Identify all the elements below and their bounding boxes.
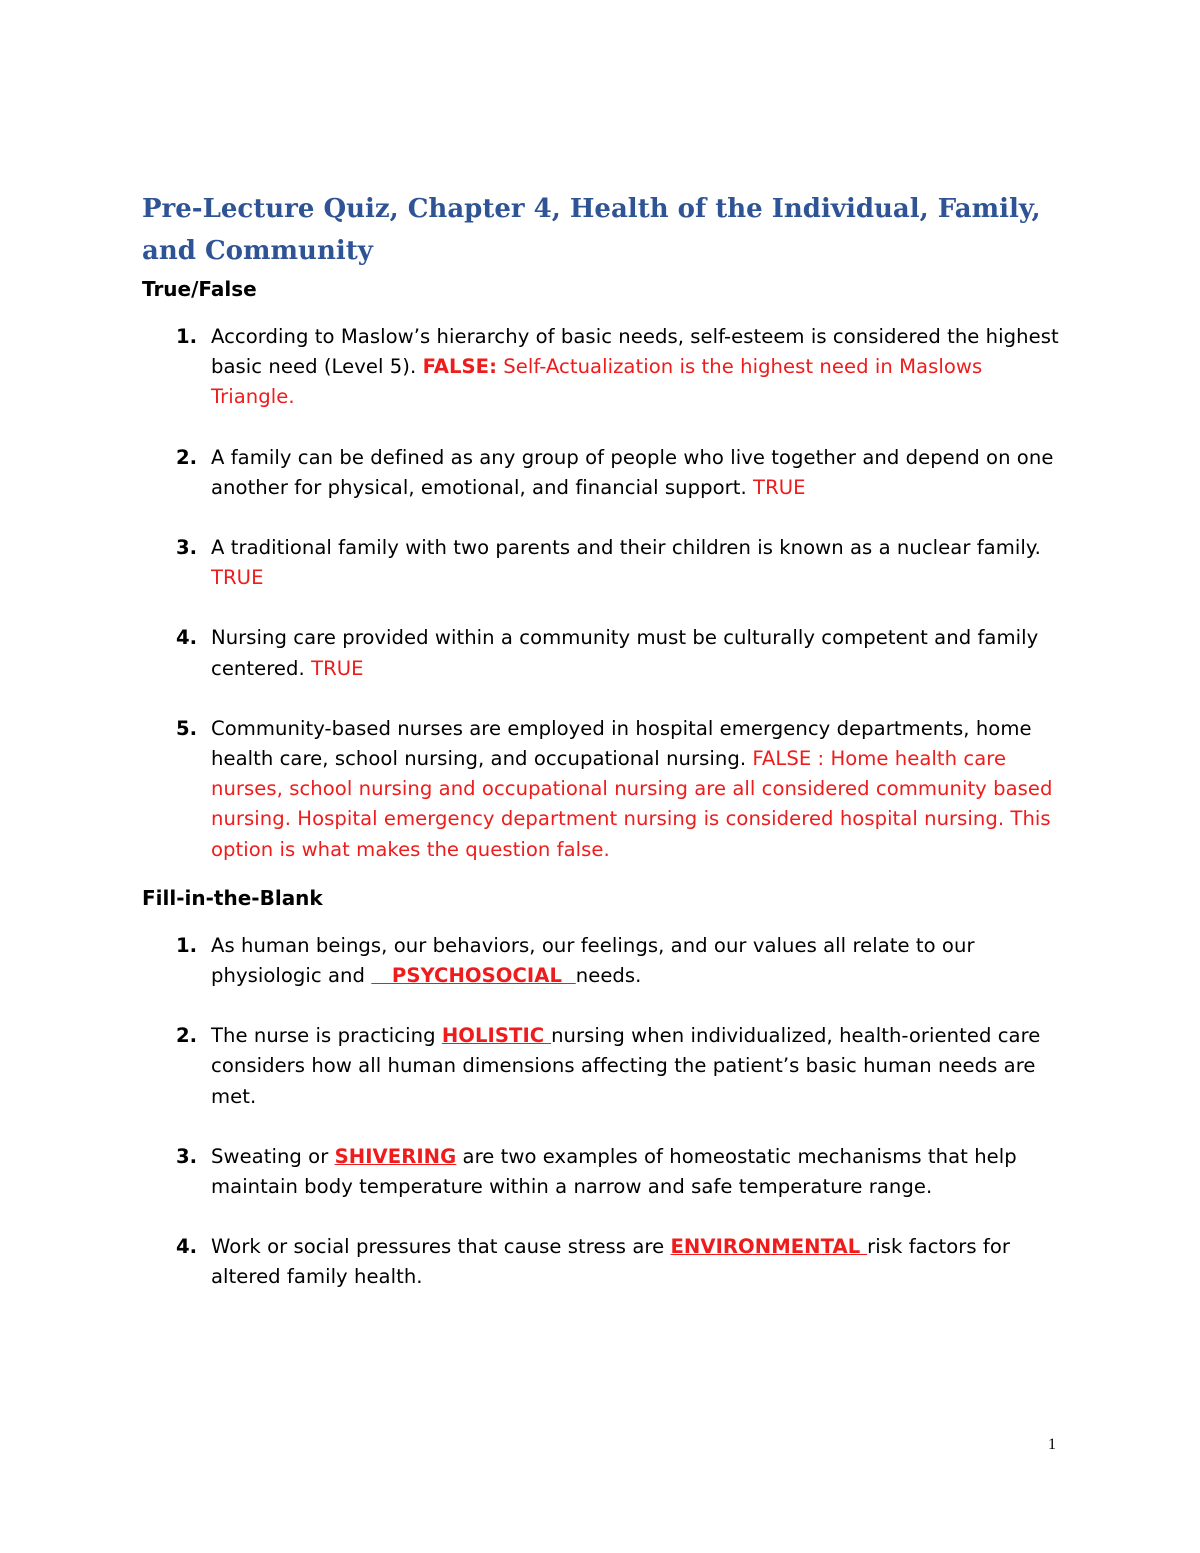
page-number: 1 [1048, 1436, 1056, 1453]
true-false-list [142, 322, 1072, 865]
list-item [142, 623, 1072, 683]
question-text: According to Maslow’s hierarchy of basic needs, self-esteem is considered the highest basic need (Level 5). [211, 325, 1059, 379]
fill-in-the-blank-list [142, 931, 1072, 1293]
item-number: 3. [176, 1144, 198, 1168]
fill-in-the-blank-heading: Fill-in-the-Blank [142, 885, 323, 910]
list-item [142, 1021, 1072, 1112]
item-number: 1. [176, 325, 198, 348]
item-number: 5. [176, 716, 198, 740]
answer-text: : Home health care nurses, school nursing and occupational nursing are all considered community based nursing. Hospital emergency department nursing is considered hospital nursing. This option is what makes the question false. [211, 747, 1053, 861]
question-text-before: The nurse is practicing [211, 1024, 442, 1048]
question-text-before: Sweating or [211, 1144, 335, 1168]
question-text: Community-based nurses are employed in hospital emergency departments, home health care, school nursing, and occupational nursing. [211, 716, 1032, 771]
item-number: 2. [176, 445, 198, 469]
question-text: A family can be defined as any group of people who live together and depend on one another for physical, emotional, and financial support. [211, 445, 1054, 499]
item-number: 4. [176, 1235, 198, 1259]
question-text: A traditional family with two parents and their children is known as a nuclear family. [211, 536, 1041, 560]
list-item [142, 931, 1072, 991]
list-item [142, 1232, 1072, 1292]
question-text-after: are two examples of homeostatic mechanisms that help maintain body temperature within a narrow and safe temperature range. [211, 1144, 1017, 1199]
answer-text: TRUE [753, 475, 806, 499]
item-number: 2. [176, 1024, 198, 1048]
answer-text: Self-Actualization is the highest need in Maslows Triangle. [211, 355, 983, 409]
item-number: 3. [176, 536, 198, 560]
document-title [142, 188, 1072, 272]
blank-answer: HOLISTIC [441, 1024, 552, 1048]
list-item [142, 443, 1072, 503]
question-text-after: needs. [575, 964, 642, 988]
item-number: 4. [176, 626, 198, 650]
answer-label: FALSE: [422, 355, 497, 379]
list-item [142, 322, 1072, 413]
true-false-heading: True/False [142, 277, 257, 301]
title-line-2: and Community [142, 236, 373, 266]
question-text-before: As human beings, our behaviors, our feelings, and our values all relate to our physiologic and [211, 933, 975, 988]
question-text-after: risk factors for altered family health. [211, 1235, 1011, 1289]
question-text-after: nursing when individualized, health-oriented care considers how all human dimensions affecting the patient’s basic human needs are met. [211, 1024, 1041, 1108]
list-item [142, 533, 1072, 593]
blank-answer: PSYCHOSOCIAL [371, 964, 576, 988]
document-page [142, 188, 1072, 1311]
title-line-1: Pre-Lecture Quiz, Chapter 4, Health of the Individual, Family, [142, 194, 1041, 224]
item-number: 1. [176, 933, 198, 957]
blank-answer: SHIVERING [334, 1144, 457, 1168]
answer-label: FALSE [752, 747, 812, 771]
question-text: Nursing care provided within a community must be culturally competent and family centered. [211, 626, 1039, 680]
question-text-before: Work or social pressures that cause stress are [211, 1235, 671, 1259]
list-item [142, 714, 1072, 865]
answer-text: TRUE [211, 566, 264, 590]
blank-answer: ENVIRONMENTAL [670, 1235, 868, 1259]
answer-text: TRUE [311, 656, 364, 680]
list-item [142, 1142, 1072, 1202]
